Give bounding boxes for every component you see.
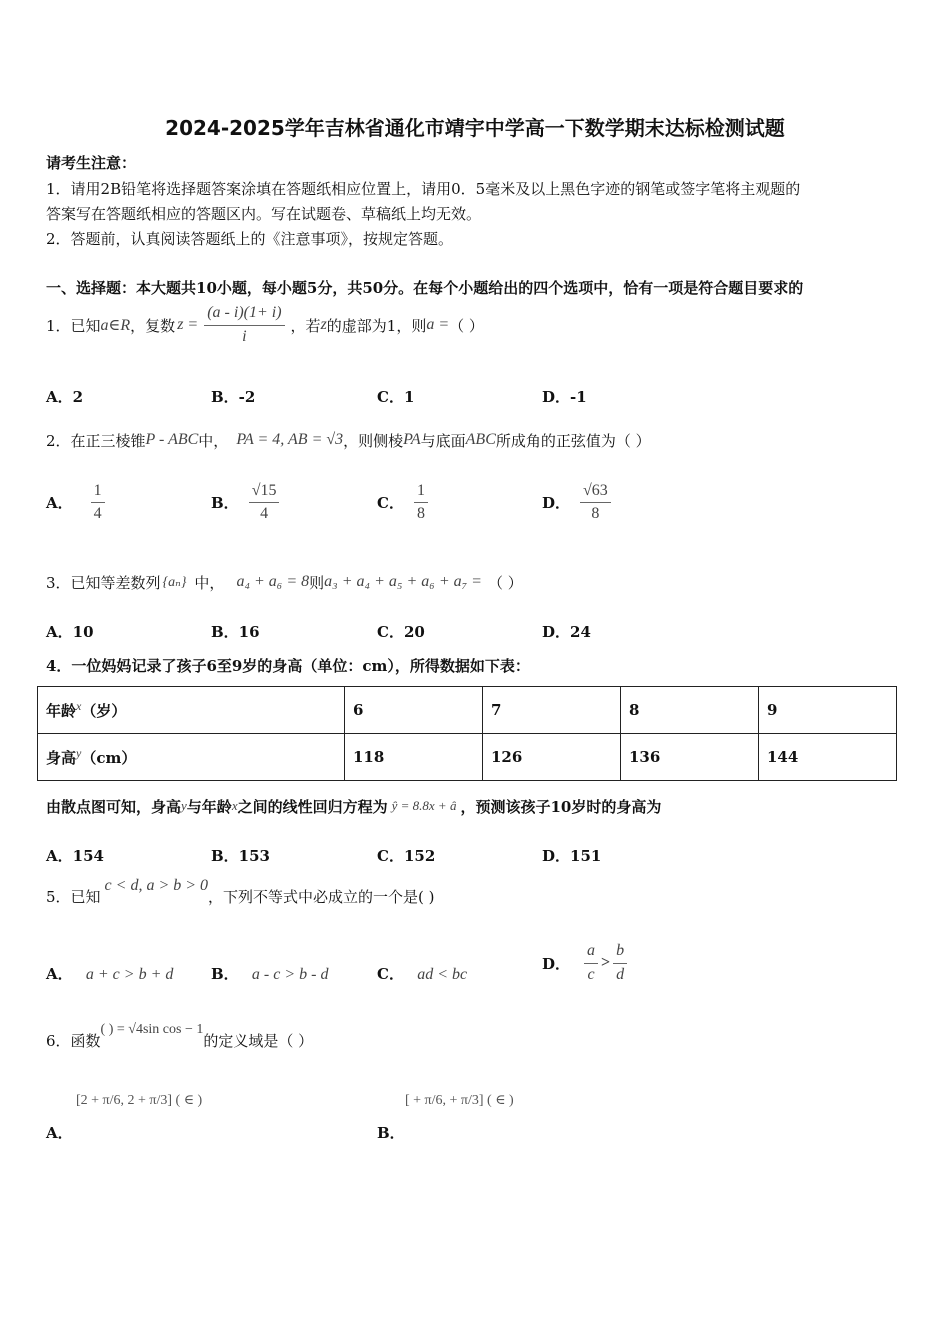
q3-option-a[interactable]: A．10	[46, 623, 94, 641]
height-label: 身高	[46, 749, 77, 767]
table-cell: 6	[345, 687, 483, 734]
table-cell: 118	[345, 734, 483, 781]
q1-option-d[interactable]: D．-1	[542, 388, 587, 406]
question-4: 4．一位妈妈记录了孩子6至9岁的身高（单位：cm），所得数据如下表：	[46, 657, 530, 675]
q5-option-d-den1: c	[587, 965, 595, 983]
q1-text-2: ，复数	[130, 316, 176, 335]
q2-option-a-label: A．	[46, 494, 73, 513]
q5-option-c[interactable]	[377, 963, 467, 984]
q5-text-2: ，下列不等式中必成立的一个是( )	[208, 887, 435, 906]
q1-option-b[interactable]: B．-2	[211, 388, 256, 406]
q5-option-b-expr: a - c > b - d	[251, 966, 329, 983]
q6-option-b[interactable]: B．	[377, 1124, 405, 1142]
q5-option-d-label: D．	[542, 954, 571, 973]
q3-sequence: {aₙ}	[162, 574, 187, 590]
table-cell: 9	[759, 687, 897, 734]
table-cell: 144	[759, 734, 897, 781]
q4-option-c[interactable]: C．152	[377, 847, 436, 865]
table-row	[38, 734, 897, 781]
q1-z: z	[320, 316, 327, 333]
q2-text-2: 中，	[198, 431, 229, 450]
q3-text-4: （ ）	[487, 573, 523, 592]
q6-function: ( ) = √4sin cos − 1	[100, 1022, 204, 1037]
q1-condition: a∈R	[100, 317, 131, 334]
q6-option-a[interactable]: A．	[46, 1124, 73, 1142]
age-unit: （岁）	[81, 702, 127, 720]
q5-option-b[interactable]	[211, 963, 328, 984]
q5-option-d-frac2	[613, 942, 627, 984]
q1-option-a[interactable]: A．2	[46, 388, 84, 406]
q5-condition: c < d, a > b > 0	[104, 877, 209, 894]
notice-line-1: 1．请用2B铅笔将选择题答案涂填在答题纸相应位置上，请用0．5毫米及以上黑色字迹的钢笔或签字笔将主观题的	[46, 180, 801, 198]
q5-option-c-expr: ad < bc	[417, 966, 468, 983]
q1-option-c[interactable]: C．1	[377, 388, 415, 406]
q2-text-3: ，则侧棱	[343, 431, 404, 450]
notice-heading: 请考生注意：	[46, 154, 137, 172]
question-1	[46, 300, 484, 350]
q5-option-d-num2: b	[613, 942, 627, 963]
q2-text-4: 与底面	[420, 431, 466, 450]
q2-text-5: 所成角的正弦值为（ ）	[495, 431, 651, 450]
question-5	[46, 876, 435, 916]
q4-text-2: 由散点图可知，身高	[46, 797, 182, 816]
q6-text-2: 的定义域是（ ）	[203, 1031, 314, 1050]
q2-text-1: 2．在正三棱锥	[46, 431, 146, 450]
notice-line-1b: 答案写在答题纸相应的答题区内。写在试题卷、草稿纸上均无效。	[46, 205, 482, 223]
q5-option-a-label: A．	[46, 965, 73, 983]
q2-option-b[interactable]	[211, 482, 279, 524]
q3-option-b[interactable]: B．16	[211, 623, 260, 641]
q1-z-equals: z =	[177, 316, 199, 333]
table-row	[38, 687, 897, 734]
q2-condition: PA = 4, AB = √3	[236, 431, 344, 448]
table-cell-height-label	[38, 734, 345, 781]
q1-ask: a =	[426, 316, 450, 333]
q2-option-d[interactable]	[542, 482, 611, 524]
q4-option-d[interactable]: D．151	[542, 847, 602, 865]
q1-fraction-numerator: (a - i)(1+ i)	[204, 304, 284, 325]
table-cell-age-label	[38, 687, 345, 734]
q4-text-4: 之间的线性回归方程为	[237, 797, 388, 816]
q5-option-d-op: >	[601, 954, 611, 971]
q2-option-d-num: √63	[580, 482, 611, 503]
q2-option-c-num: 1	[414, 482, 428, 503]
q6-option-a-expr: [2 + π/6, 2 + π/3] ( ∈ )	[76, 1093, 203, 1108]
q2-edge: PA	[403, 431, 421, 448]
q4-option-b[interactable]: B．153	[211, 847, 270, 865]
height-var: y	[76, 746, 82, 760]
page-title: 2024-2025学年吉林省通化市靖宇中学高一下数学期末达标检测试题	[165, 116, 785, 140]
table-cell: 8	[621, 687, 759, 734]
table-cell: 7	[483, 687, 621, 734]
q2-option-b-den: 4	[260, 505, 269, 523]
q5-text-1: 5．已知	[46, 887, 101, 906]
q1-fraction	[204, 304, 284, 346]
q2-base: ABC	[465, 431, 496, 448]
q2-option-b-fraction	[249, 482, 280, 524]
q3-text-2: 中，	[194, 573, 225, 592]
q2-option-c-label: C．	[377, 494, 404, 513]
q2-option-a[interactable]	[46, 482, 105, 524]
q1-text-3: ，若	[290, 316, 321, 335]
question-2	[46, 424, 651, 456]
q4-text-3: 与年龄	[186, 797, 232, 816]
q5-option-b-label: B．	[211, 965, 239, 983]
q4-y: y	[181, 798, 187, 813]
table-cell: 136	[621, 734, 759, 781]
q2-option-a-fraction	[91, 482, 105, 524]
height-table	[37, 686, 897, 781]
q2-option-b-num: √15	[249, 482, 280, 503]
q3-text-3: 则	[309, 573, 325, 592]
q5-option-a-expr: a + c > b + d	[85, 966, 174, 983]
q2-option-a-den: 4	[93, 505, 102, 523]
question-3	[46, 562, 523, 602]
q3-option-c[interactable]: C．20	[377, 623, 425, 641]
q2-option-c-fraction	[414, 482, 428, 524]
q3-expression: a₃ + a₄ + a₅ + a₆ + a₇ =	[324, 573, 482, 590]
q6-option-b-expr: [ + π/6, + π/3] ( ∈ )	[405, 1093, 514, 1108]
q5-option-d-num1: a	[584, 942, 598, 963]
q2-option-d-label: D．	[542, 494, 571, 513]
height-unit: （cm）	[81, 749, 137, 767]
section-heading: 一、选择题：本大题共10小题，每小题5分，共50分。在每个小题给出的四个选项中，恰有一项是符合题目要求的	[46, 279, 804, 297]
q4-equation: ŷ = 8.8x + â	[391, 798, 457, 813]
q3-option-d[interactable]: D．24	[542, 623, 591, 641]
q3-text-1: 3．已知等差数列	[46, 573, 161, 592]
age-label: 年龄	[46, 702, 77, 720]
q1-text-1: 1．已知	[46, 316, 101, 335]
q5-option-d-den2: d	[616, 965, 625, 983]
q4-text-5: ，预测该孩子10岁时的身高为	[460, 797, 662, 816]
question-6	[46, 1020, 313, 1060]
table-cell: 126	[483, 734, 621, 781]
q1-text-4: 的虚部为1，则	[326, 316, 427, 335]
q2-option-c[interactable]	[377, 482, 428, 524]
question-4-text	[46, 790, 661, 822]
q2-option-c-den: 8	[416, 505, 425, 523]
q5-option-c-label: C．	[377, 965, 404, 983]
q2-option-a-num: 1	[91, 482, 105, 503]
q2-option-d-den: 8	[591, 505, 600, 523]
q6-text-1: 6．函数	[46, 1031, 101, 1050]
q5-option-d-frac1	[584, 942, 598, 984]
q2-option-b-label: B．	[211, 494, 239, 513]
q1-text-5: （ ）	[449, 316, 484, 335]
notice-line-2: 2．答题前，认真阅读答题纸上的《注意事项》，按规定答题。	[46, 230, 454, 248]
q5-option-a[interactable]	[46, 963, 173, 984]
q4-option-a[interactable]: A．154	[46, 847, 104, 865]
q5-option-d[interactable]	[542, 940, 627, 986]
q4-x: x	[231, 798, 238, 813]
q1-fraction-denominator: i	[242, 327, 247, 345]
age-var: x	[76, 699, 82, 713]
q3-condition: a₄ + a₆ = 8	[236, 573, 310, 590]
q2-pyramid: P - ABC	[145, 431, 199, 448]
q2-option-d-fraction	[580, 482, 611, 524]
